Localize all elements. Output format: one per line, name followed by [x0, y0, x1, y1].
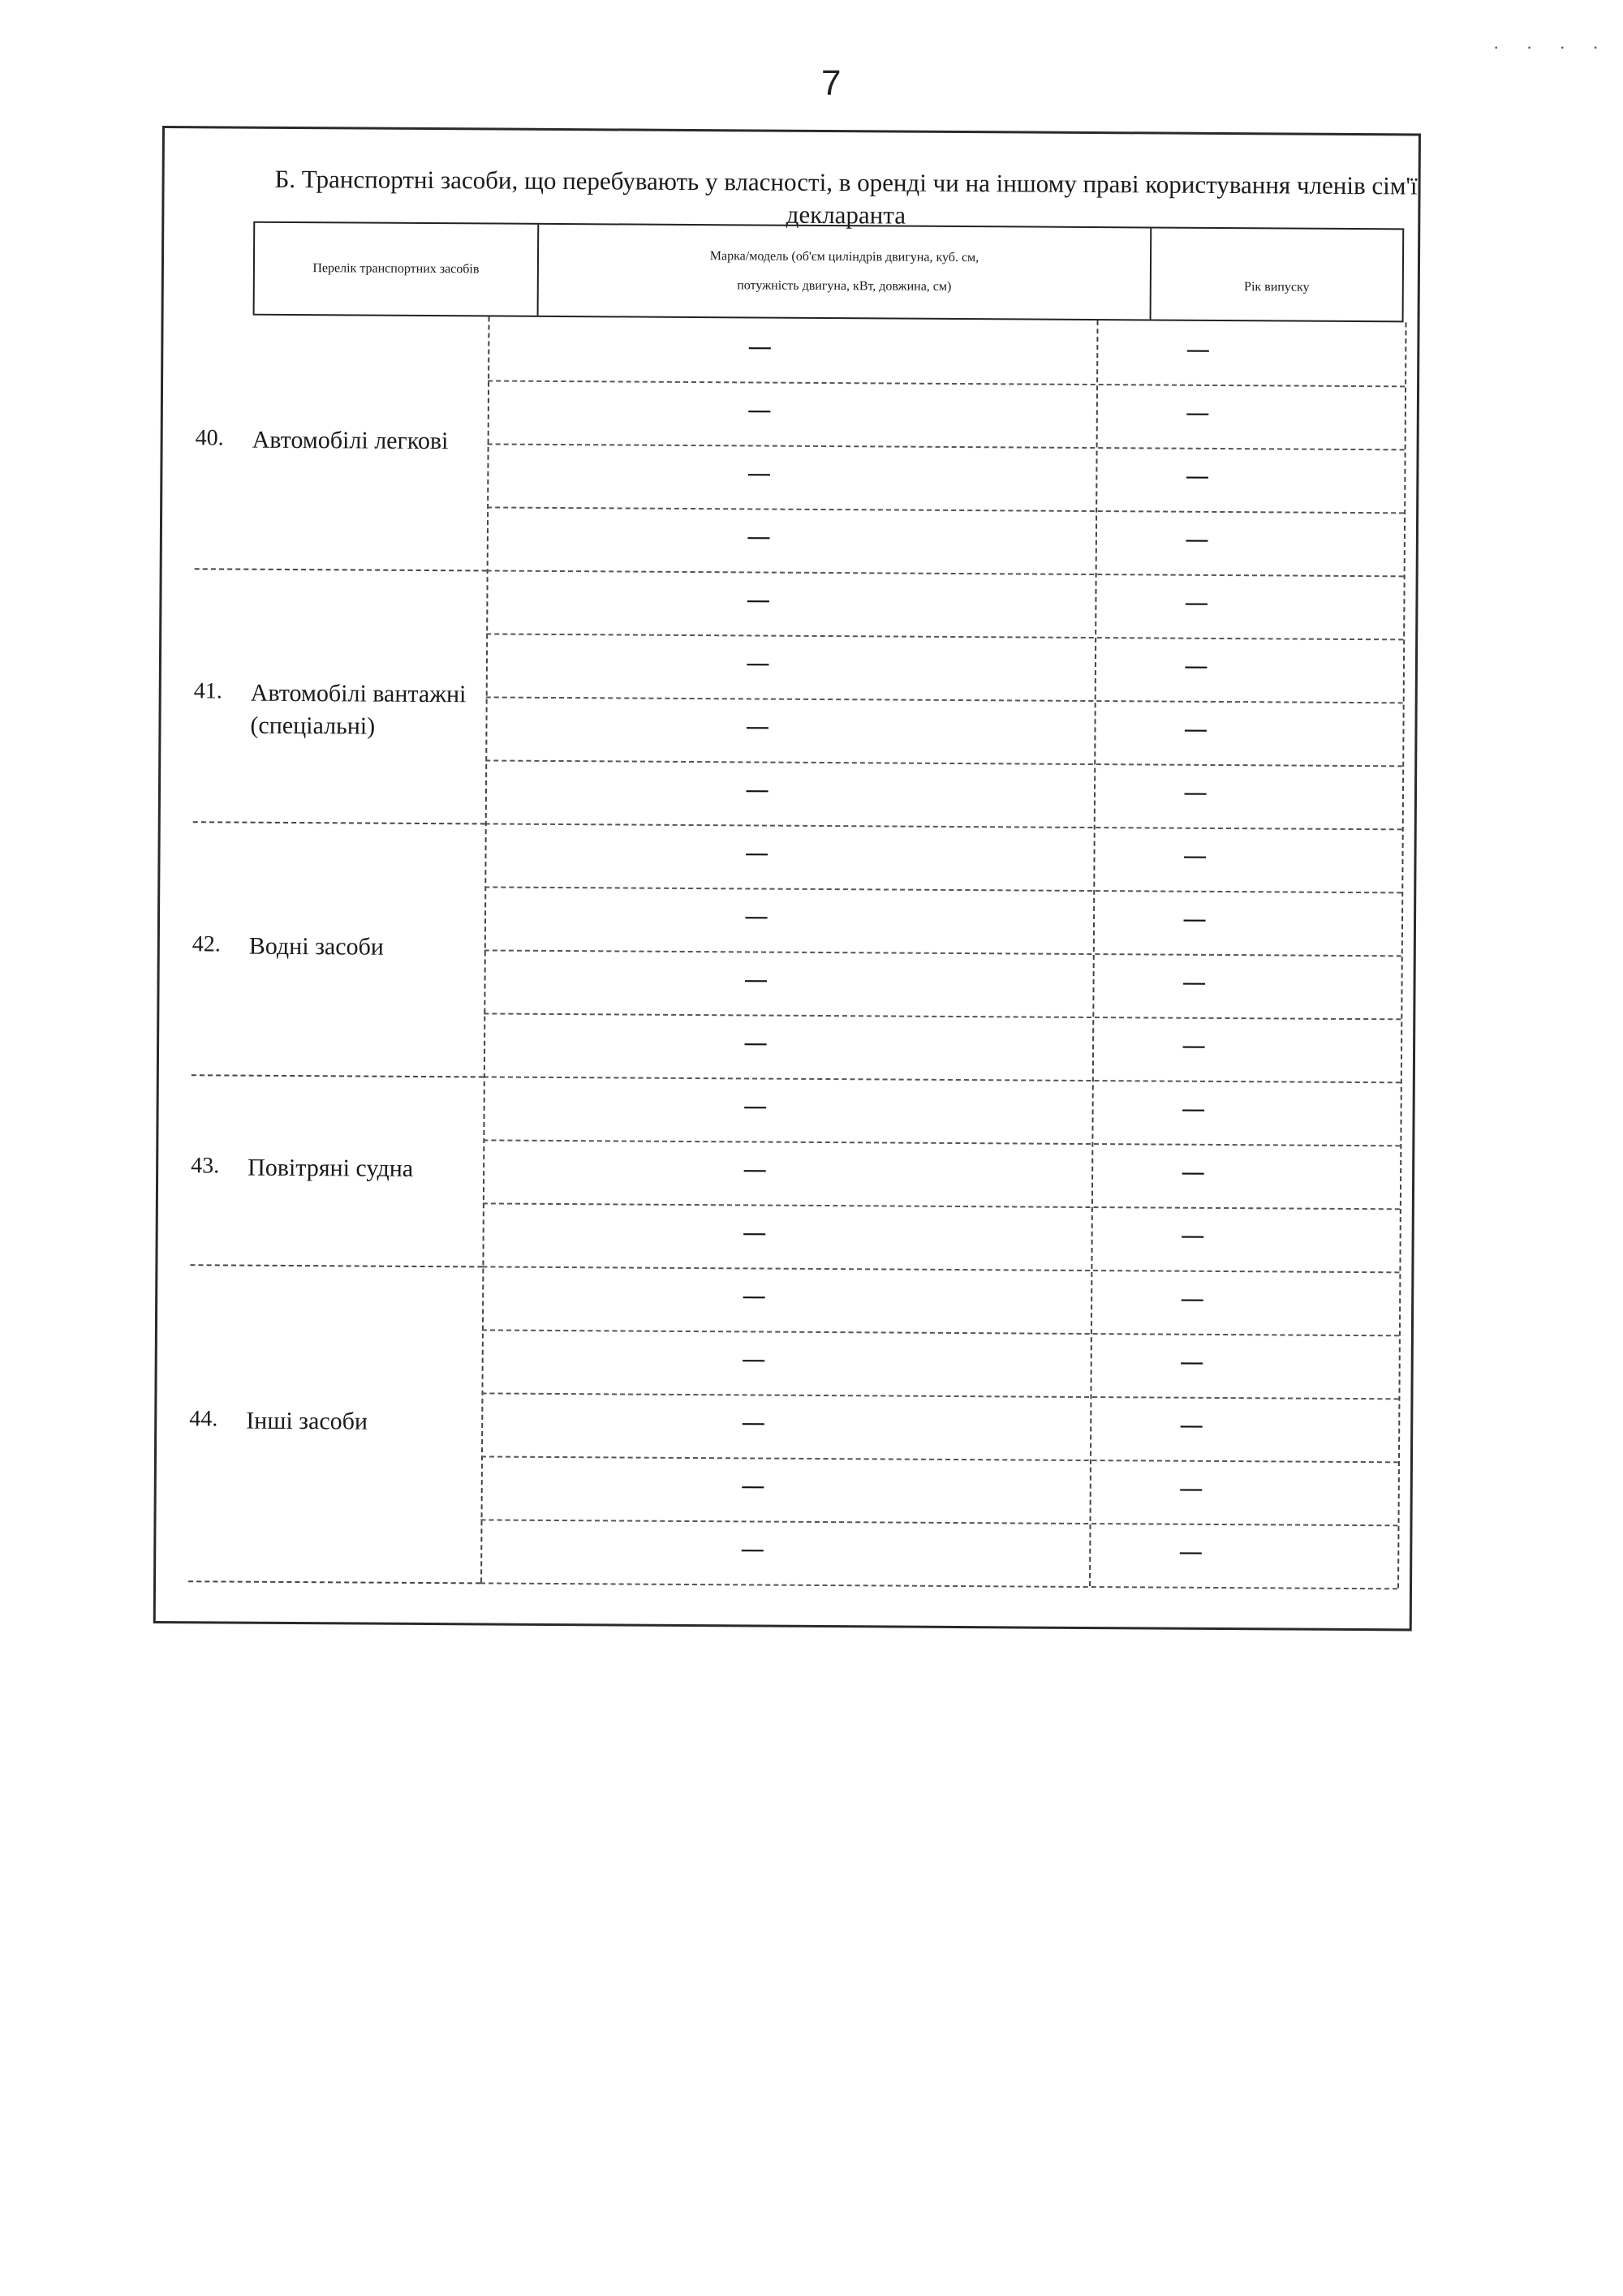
- category-number: 40.: [195, 425, 224, 451]
- year-value: —: [1182, 778, 1208, 807]
- category-number: 44.: [189, 1406, 218, 1432]
- category-block: [195, 315, 489, 570]
- table-row: [481, 1329, 1398, 1400]
- category-label: Автомобілі легкові: [252, 426, 449, 455]
- year-value: —: [1181, 1158, 1206, 1187]
- year-value: —: [1178, 1474, 1203, 1503]
- form-frame: [153, 126, 1421, 1631]
- table-row: [486, 570, 1403, 640]
- make-model-value: —: [746, 522, 772, 552]
- make-model-value: —: [743, 1155, 768, 1185]
- table-row: [484, 1013, 1401, 1083]
- year-value: —: [1186, 335, 1211, 364]
- table-row: [481, 1392, 1398, 1463]
- year-value: —: [1179, 1411, 1204, 1440]
- category-block: [190, 1074, 483, 1266]
- year-value: —: [1185, 398, 1210, 428]
- make-model-value: —: [745, 649, 771, 678]
- year-value: —: [1182, 905, 1208, 934]
- table-row: [486, 633, 1403, 703]
- year-value: —: [1179, 1348, 1204, 1377]
- category-number: 41.: [193, 678, 222, 704]
- year-value: —: [1178, 1537, 1203, 1567]
- make-model-value: —: [742, 1219, 767, 1248]
- make-model-value: —: [747, 459, 772, 488]
- year-value: —: [1184, 525, 1210, 554]
- category-block: [192, 821, 485, 1076]
- make-model-value: —: [747, 396, 772, 425]
- category-number: 43.: [191, 1153, 220, 1179]
- year-value: —: [1181, 1031, 1207, 1060]
- year-value: —: [1181, 1094, 1206, 1124]
- table-row: [482, 1202, 1399, 1273]
- table-header: [253, 221, 1405, 323]
- header-make-model-line1: Марка/модель (об'єм циліндрів двигуна, куб. см,: [709, 249, 979, 265]
- table-row: [484, 886, 1401, 957]
- make-model-value: —: [742, 1282, 767, 1311]
- make-model-value: —: [743, 1029, 768, 1058]
- category-block: [193, 568, 487, 823]
- make-model-value: —: [741, 1345, 766, 1374]
- header-make-model: [539, 225, 1152, 320]
- category-label: Автомобілі вантажні (спеціальні): [250, 679, 467, 740]
- make-model-value: —: [740, 1535, 765, 1564]
- table-row: [483, 1139, 1400, 1210]
- year-value: —: [1182, 968, 1207, 997]
- vehicle-rows: [480, 316, 1406, 1588]
- make-model-value: —: [741, 1408, 766, 1438]
- year-value: —: [1180, 1284, 1205, 1314]
- header-year: Рік випуску: [1244, 280, 1310, 295]
- category-number: 42.: [192, 931, 221, 957]
- header-make-model-line2: потужність двигуна, кВт, довжина, см): [737, 278, 952, 294]
- make-model-value: —: [740, 1472, 765, 1501]
- make-model-value: —: [743, 965, 768, 995]
- table-row: [480, 1519, 1397, 1589]
- header-vehicle-list: Перелік транспортних засобів: [255, 223, 540, 316]
- section-title: Б. Транспортні засоби, що перебувають у власності, в оренді чи на іншому праві користування членів сім'ї декларанта: [274, 164, 1418, 230]
- category-label: Повітряні судна: [248, 1154, 414, 1182]
- make-model-value: —: [744, 839, 769, 868]
- year-value: —: [1180, 1221, 1205, 1250]
- table-row: [487, 506, 1404, 577]
- make-model-value: —: [743, 1092, 768, 1121]
- table-row: [484, 949, 1401, 1020]
- table-row: [484, 823, 1401, 893]
- make-model-value: —: [744, 776, 770, 805]
- category-label: Водні засоби: [248, 932, 385, 961]
- table-row: [488, 316, 1405, 387]
- table-row: [487, 443, 1404, 514]
- vehicle-table-body: [188, 315, 1406, 1588]
- make-model-value: —: [746, 586, 771, 615]
- page-number: 7: [821, 63, 842, 103]
- make-model-value: —: [747, 333, 773, 362]
- table-row: [485, 696, 1402, 767]
- year-value: —: [1182, 841, 1208, 871]
- make-model-value: —: [743, 902, 769, 931]
- table-row: [483, 1076, 1400, 1146]
- make-model-value: —: [745, 712, 770, 742]
- year-value: —: [1183, 715, 1208, 744]
- year-value: —: [1185, 462, 1210, 491]
- table-row: [488, 380, 1405, 450]
- year-value: —: [1183, 651, 1209, 681]
- scan-artifact: · · · ·: [1493, 37, 1610, 58]
- table-row: [481, 1455, 1398, 1526]
- category-label: Інші засоби: [246, 1407, 368, 1435]
- year-value: —: [1184, 588, 1209, 617]
- table-row: [482, 1266, 1399, 1336]
- category-block: [188, 1264, 482, 1582]
- table-row: [485, 759, 1402, 830]
